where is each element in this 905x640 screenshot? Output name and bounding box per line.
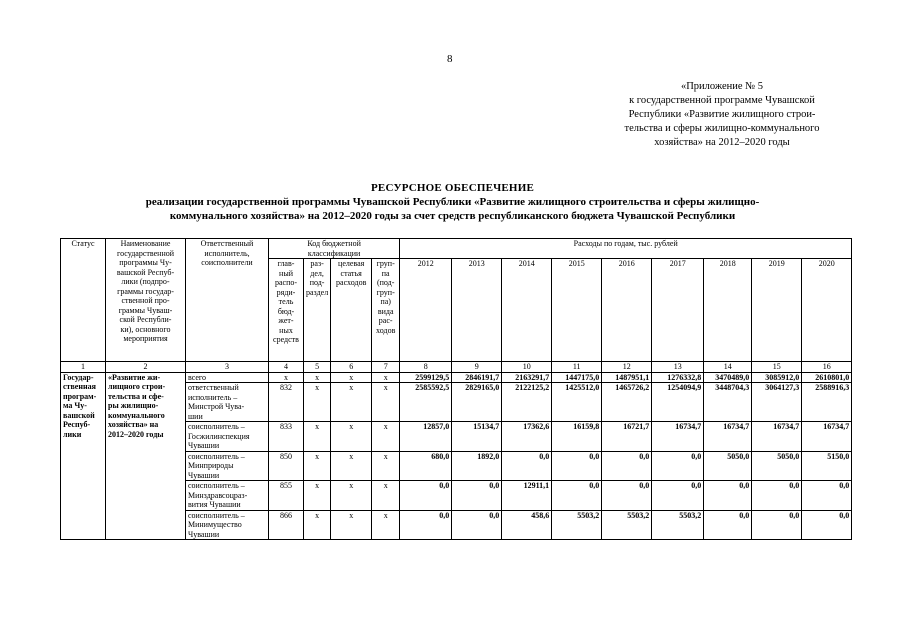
value-cell: 2585592,5 <box>400 383 452 422</box>
column-number: 4 <box>269 362 304 373</box>
vr-cell: x <box>372 451 400 481</box>
rzpr-cell: x <box>304 451 331 481</box>
vr-cell: x <box>372 383 400 422</box>
value-cell: 2846191,7 <box>452 372 502 383</box>
responsible-cell: ответственный исполнитель – Минстрой Чува- шии <box>186 383 269 422</box>
appendix-line: к государственной программе Чувашской <box>629 95 815 106</box>
document-title <box>60 181 845 223</box>
header-vr: груп- па (под- груп- па) вида рас- ходов <box>372 259 400 362</box>
value-cell: 15134,7 <box>452 422 502 452</box>
column-number: 9 <box>452 362 502 373</box>
value-cell: 0,0 <box>752 481 802 511</box>
value-cell: 0,0 <box>552 451 602 481</box>
value-cell: 0,0 <box>602 451 652 481</box>
value-cell: 5503,2 <box>602 510 652 540</box>
column-number: 3 <box>186 362 269 373</box>
header-rzpr: раз- дел, под- раздел <box>304 259 331 362</box>
responsible-cell: соисполнитель – Минимущество Чувашии <box>186 510 269 540</box>
value-cell: 1892,0 <box>452 451 502 481</box>
grbs-cell: x <box>269 372 304 383</box>
grbs-cell: 866 <box>269 510 304 540</box>
value-cell: 5050,0 <box>752 451 802 481</box>
column-number: 2 <box>106 362 186 373</box>
value-cell: 3448704,3 <box>704 383 752 422</box>
column-number-row <box>61 362 852 373</box>
header-year: 2016 <box>602 259 652 362</box>
value-cell: 0,0 <box>452 481 502 511</box>
rzpr-cell: x <box>304 422 331 452</box>
value-cell: 0,0 <box>652 451 704 481</box>
value-cell: 0,0 <box>704 510 752 540</box>
value-cell: 0,0 <box>802 510 852 540</box>
value-cell: 0,0 <box>802 481 852 511</box>
appendix-line: «Приложение № 5 <box>680 81 764 92</box>
value-cell: 2588916,3 <box>802 383 852 422</box>
csr-cell: x <box>331 372 372 383</box>
value-cell: 16734,7 <box>802 422 852 452</box>
value-cell: 2122125,2 <box>502 383 552 422</box>
header-responsible: Ответственный исполнитель, соисполнители <box>186 239 269 362</box>
header-name: Наименование государственной программы Чу- вашской Респуб- лики (подпро- граммы государ- ственной про- граммы Чуваш- ской Республи- ки), основного мероприятия <box>106 239 186 362</box>
vr-cell: x <box>372 422 400 452</box>
value-cell: 16159,8 <box>552 422 602 452</box>
appendix-line: тельства и сферы жилищно-коммунального <box>624 123 820 134</box>
value-cell: 0,0 <box>652 481 704 511</box>
value-cell: 2599129,5 <box>400 372 452 383</box>
page-number: 8 <box>447 53 453 65</box>
csr-cell: x <box>331 451 372 481</box>
rzpr-cell: x <box>304 510 331 540</box>
value-cell: 1254094,9 <box>652 383 704 422</box>
grbs-cell: 832 <box>269 383 304 422</box>
value-cell: 3064127,3 <box>752 383 802 422</box>
csr-cell: x <box>331 481 372 511</box>
column-number: 12 <box>602 362 652 373</box>
value-cell: 0,0 <box>552 481 602 511</box>
value-cell: 3085912,0 <box>752 372 802 383</box>
vr-cell: x <box>372 372 400 383</box>
header-budget-code: Код бюджетной классификации <box>269 239 400 259</box>
value-cell: 1447175,0 <box>552 372 602 383</box>
csr-cell: x <box>331 510 372 540</box>
value-cell: 0,0 <box>452 510 502 540</box>
column-number: 5 <box>304 362 331 373</box>
program-status: Государ- ственная програм- ма Чу- вашской Респуб- лики <box>61 372 106 540</box>
value-cell: 680,0 <box>400 451 452 481</box>
appendix-line: Республики «Развитие жилищного строи- <box>628 109 816 120</box>
header-year: 2012 <box>400 259 452 362</box>
value-cell: 0,0 <box>400 481 452 511</box>
value-cell: 5150,0 <box>802 451 852 481</box>
vr-cell: x <box>372 510 400 540</box>
header-status: Статус <box>61 239 106 362</box>
column-number: 15 <box>752 362 802 373</box>
column-number: 10 <box>502 362 552 373</box>
value-cell: 17362,6 <box>502 422 552 452</box>
value-cell: 0,0 <box>502 451 552 481</box>
column-number: 7 <box>372 362 400 373</box>
column-number: 16 <box>802 362 852 373</box>
rzpr-cell: x <box>304 481 331 511</box>
value-cell: 0,0 <box>602 481 652 511</box>
responsible-cell: соисполнитель – Минприроды Чувашии <box>186 451 269 481</box>
responsible-cell: соисполнитель – Госжилинспекция Чувашии <box>186 422 269 452</box>
column-number: 6 <box>331 362 372 373</box>
column-number: 13 <box>652 362 704 373</box>
column-number: 1 <box>61 362 106 373</box>
value-cell: 16721,7 <box>602 422 652 452</box>
header-csr: целевая статья расходов <box>331 259 372 362</box>
value-cell: 16734,7 <box>704 422 752 452</box>
value-cell: 12857,0 <box>400 422 452 452</box>
grbs-cell: 855 <box>269 481 304 511</box>
value-cell: 0,0 <box>752 510 802 540</box>
header-year: 2014 <box>502 259 552 362</box>
program-name: «Развитие жи- лищного строи- тельства и сфе- ры жилищно- коммунального хозяйства» на 2012–2020 годы <box>106 372 186 540</box>
column-number: 8 <box>400 362 452 373</box>
header-year: 2015 <box>552 259 602 362</box>
value-cell: 12911,1 <box>502 481 552 511</box>
rzpr-cell: x <box>304 372 331 383</box>
appendix-note <box>602 80 842 150</box>
header-year: 2013 <box>452 259 502 362</box>
grbs-cell: 833 <box>269 422 304 452</box>
column-number: 11 <box>552 362 602 373</box>
table-row <box>61 372 852 383</box>
value-cell: 2610801,0 <box>802 372 852 383</box>
value-cell: 1425512,0 <box>552 383 602 422</box>
value-cell: 5050,0 <box>704 451 752 481</box>
value-cell: 3470489,0 <box>704 372 752 383</box>
csr-cell: x <box>331 422 372 452</box>
value-cell: 0,0 <box>400 510 452 540</box>
header-year: 2018 <box>704 259 752 362</box>
value-cell: 5503,2 <box>652 510 704 540</box>
header-year: 2017 <box>652 259 704 362</box>
rzpr-cell: x <box>304 383 331 422</box>
column-number: 14 <box>704 362 752 373</box>
title-line-1: реализации государственной программы Чувашской Республики «Развитие жилищного строительства и сферы жилищно- <box>145 196 760 208</box>
header-year: 2020 <box>802 259 852 362</box>
value-cell: 458,6 <box>502 510 552 540</box>
header-expenses: Расходы по годам, тыс. рублей <box>400 239 852 259</box>
value-cell: 5503,2 <box>552 510 602 540</box>
value-cell: 16734,7 <box>652 422 704 452</box>
responsible-cell: всего <box>186 372 269 383</box>
appendix-line: хозяйства» на 2012–2020 годы <box>654 137 790 148</box>
responsible-cell: соисполнитель – Минздравсоцраз- вития Чувашии <box>186 481 269 511</box>
value-cell: 2163291,7 <box>502 372 552 383</box>
resource-table <box>60 238 852 540</box>
header-grbs: глав- ный распо- ряди- тель бюд- жет- ных средств <box>269 259 304 362</box>
value-cell: 0,0 <box>704 481 752 511</box>
header-year: 2019 <box>752 259 802 362</box>
value-cell: 1487951,1 <box>602 372 652 383</box>
title-heading: РЕСУРСНОЕ ОБЕСПЕЧЕНИЕ <box>371 182 534 194</box>
vr-cell: x <box>372 481 400 511</box>
value-cell: 2829165,0 <box>452 383 502 422</box>
value-cell: 1465726,2 <box>602 383 652 422</box>
value-cell: 1276332,8 <box>652 372 704 383</box>
header-row-1 <box>61 239 852 259</box>
grbs-cell: 850 <box>269 451 304 481</box>
value-cell: 16734,7 <box>752 422 802 452</box>
csr-cell: x <box>331 383 372 422</box>
title-line-2: коммунального хозяйства» на 2012–2020 годы за счет средств республиканского бюджета Чувашской Республики <box>169 210 736 222</box>
